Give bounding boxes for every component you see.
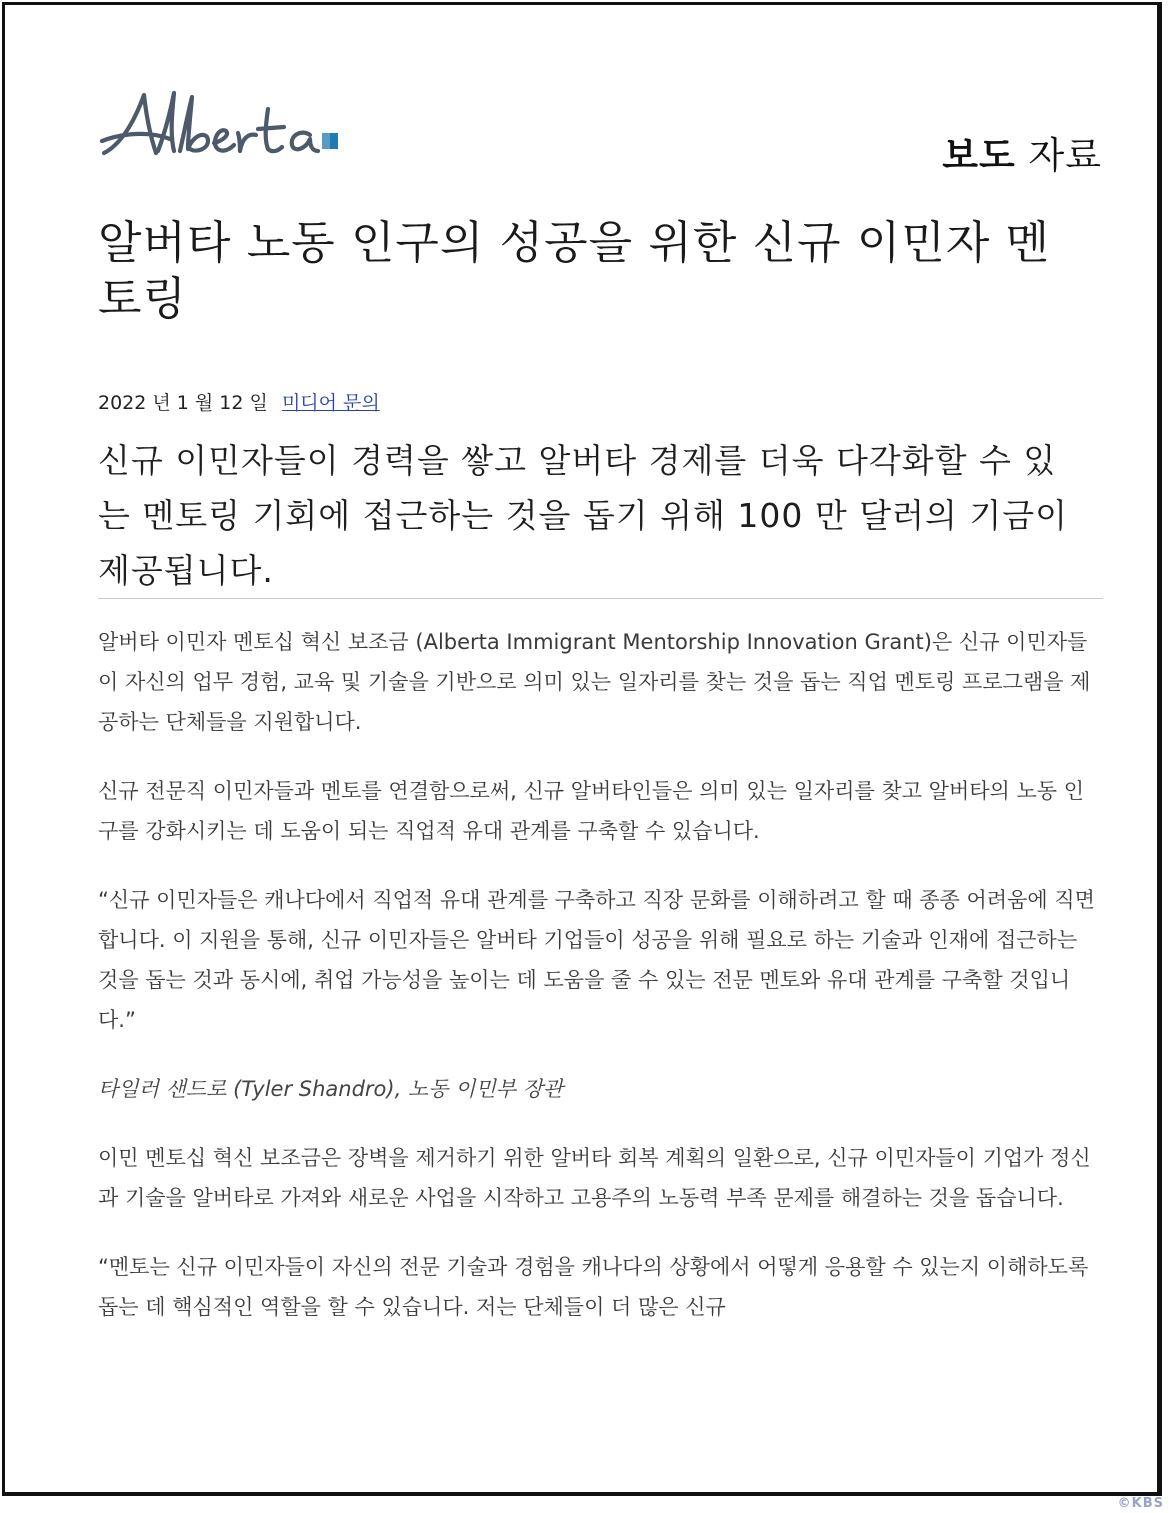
paragraph: 이민 멘토십 혁신 보조금은 장벽을 제거하기 위한 알버타 회복 계획의 일환으로, 신규 이민자들이 기업가 정신과 기술을 알버타로 가져와 새로운 사업을 시작하고 고용주의 노동력 부족 문제를 해결하는 것을 돕습니다.	[98, 1146, 1091, 1210]
release-date: 2022 년 1 월 12 일	[98, 392, 268, 414]
divider	[98, 598, 1103, 599]
quote-attribution: 타일러 샌드로 (Tyler Shandro), 노동 이민부 장관	[98, 1077, 564, 1101]
dateline	[98, 388, 380, 415]
paragraph: 신규 전문직 이민자들과 멘토를 연결함으로써, 신규 알버타인들은 의미 있는 일자리를 찾고 알버타의 노동 인구를 강화시키는 데 도움이 되는 직업적 유대 관계를 구축할 수 있습니다.	[98, 779, 1085, 843]
quote-paragraph: “멘토는 신규 이민자들이 자신의 전문 기술과 경험을 캐나다의 상황에서 어떻게 응용할 수 있는지 이해하도록 돕는 데 핵심적인 역할을 할 수 있습니다. 저는 단체들이 더 많은 신규	[98, 1255, 1089, 1319]
quote-paragraph: “신규 이민자들은 캐나다에서 직업적 유대 관계를 구축하고 직장 문화를 이해하려고 할 때 종종 어려움에 직면합니다. 이 지원을 통해, 신규 이민자들은 알버타 기업들이 성공을 위해 필요로 하는 기술과 인재에 접근하는 것을 돕는 것과 동시에, 취업 가능성을 높이는 데 도움을 줄 수 있는 전문 멘토와 유대 관계를 구축할 것입니다.”	[98, 888, 1095, 1032]
kbs-watermark: ©KBS	[1117, 1496, 1164, 1511]
page-frame	[2, 2, 1162, 1496]
press-label-bold: 보도	[942, 134, 1016, 177]
headline: 알버타 노동 인구의 성공을 위한 신규 이민자 멘토링	[98, 216, 1051, 325]
media-inquiries-link[interactable]: 미디어 문의	[281, 392, 380, 414]
press-release-label	[942, 125, 1102, 179]
subheadline: 신규 이민자들이 경력을 쌓고 알버타 경제를 더욱 다각화할 수 있는 멘토링 기회에 접근하는 것을 돕기 위해 100 만 달러의 기금이 제공됩니다.	[98, 441, 1068, 590]
alberta-logo	[98, 83, 358, 167]
press-label-normal: 자료	[1028, 134, 1102, 177]
paragraph: 알버타 이민자 멘토십 혁신 보조금 (Alberta Immigrant Mentorship Innovation Grant)은 신규 이민자들이 자신의 업무 경험, 교육 및 기술을 기반으로 의미 있는 일자리를 찾는 것을 돕는 직업 멘토링 프로그램을 제공하는 단체들을 지원합니다.	[98, 630, 1091, 734]
article-body	[98, 622, 1098, 1356]
